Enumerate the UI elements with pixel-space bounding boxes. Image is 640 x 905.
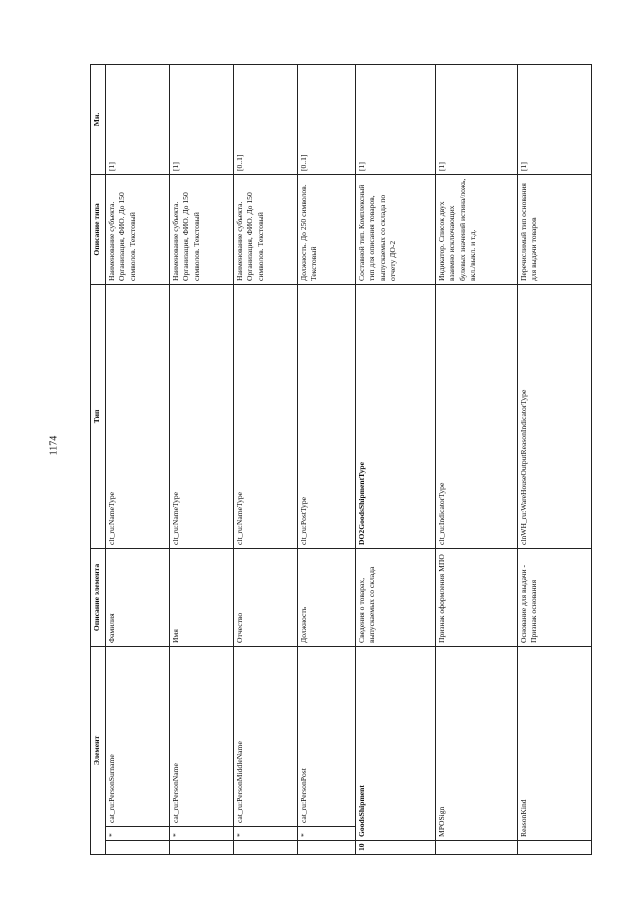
row-marker: * — [170, 827, 234, 841]
row-description: Основание для выдачи - Признак основания — [518, 548, 592, 646]
header-type: Тип — [91, 284, 106, 548]
row-description: Признак оформления МПО — [436, 548, 518, 646]
row-description: Сведения о товарах, выпускаемых со склада — [356, 548, 436, 646]
row-type: clnWH_ru:WareHouseOutputReasonIndicatorType — [518, 284, 592, 548]
row-index — [298, 841, 356, 855]
header-description: Описание элемента — [91, 548, 106, 646]
row-index: 10 — [356, 841, 436, 855]
table-row — [298, 64, 356, 854]
row-element: cat_ru:PersonMiddleName — [234, 646, 298, 826]
row-type-description: Составной тип. Комплексный тип для описания товаров, выпускаемых со склада по отчету ДО-2 — [356, 174, 436, 284]
row-marker: * — [234, 827, 298, 841]
row-index — [436, 841, 518, 855]
row-type: clt_ru:PostType — [298, 284, 356, 548]
row-type: clt_ru:NameType — [106, 284, 170, 548]
row-element: MPOSign — [436, 646, 518, 840]
row-element: cat_ru:PersonName — [170, 646, 234, 826]
table-row — [106, 64, 170, 854]
row-type-description: Перечислимый тип основания для выдачи товаров — [518, 174, 592, 284]
row-type: clt_ru:NameType — [170, 284, 234, 548]
row-description: Должность — [298, 548, 356, 646]
row-type: clt_ru:IndicatorType — [436, 284, 518, 548]
row-type: DO2GoodsShipmentType — [356, 284, 436, 548]
row-element: GoodsShipment — [356, 646, 436, 840]
header-type-description: Описание типа — [91, 174, 106, 284]
header-multiplicity: Мн. — [91, 64, 106, 174]
row-marker: * — [106, 827, 170, 841]
row-description: Отчество — [234, 548, 298, 646]
row-type-description: Индикатор. Список двух взаимно исключающих булевых значений истина/ложь, вкл./выкл. и т.д. — [436, 174, 518, 284]
table-row — [170, 64, 234, 854]
table-row — [234, 64, 298, 854]
rotated-table-wrapper — [90, 65, 590, 855]
row-type-description: Наименование субъекта. Организация, ФИО. До 150 символов. Текстовый — [170, 174, 234, 284]
row-description: Имя — [170, 548, 234, 646]
row-index — [106, 841, 170, 855]
table-header-row — [91, 64, 106, 854]
row-element: cat_ru:PersonSurname — [106, 646, 170, 826]
row-type-description: Наименование субъекта. Организация, ФИО. До 150 символов. Текстовый — [234, 174, 298, 284]
row-multiplicity: [1] — [170, 64, 234, 174]
rotated-table-container — [90, 65, 590, 855]
schema-table — [90, 64, 592, 855]
row-multiplicity: [1] — [106, 64, 170, 174]
row-index — [234, 841, 298, 855]
row-type: clt_ru:NameType — [234, 284, 298, 548]
row-multiplicity: [1] — [436, 64, 518, 174]
row-multiplicity: [1] — [356, 64, 436, 174]
row-multiplicity: [0..1] — [234, 64, 298, 174]
row-multiplicity: [0..1] — [298, 64, 356, 174]
table-row — [436, 64, 518, 854]
table-row — [518, 64, 592, 854]
row-description: Фамилия — [106, 548, 170, 646]
header-element: Элемент — [91, 646, 106, 854]
row-index — [518, 841, 592, 855]
row-index — [170, 841, 234, 855]
row-type-description: Должность. До 250 символов. Текстовый — [298, 174, 356, 284]
table-row — [356, 64, 436, 854]
row-type-description: Наименование субъекта. Организация, ФИО. До 150 символов. Текстовый — [106, 174, 170, 284]
row-element: ReasonKind — [518, 646, 592, 840]
row-marker: * — [298, 827, 356, 841]
row-element: cat_ru:PersonPost — [298, 646, 356, 826]
page-number: 1174 — [48, 435, 60, 456]
row-multiplicity: [1] — [518, 64, 592, 174]
